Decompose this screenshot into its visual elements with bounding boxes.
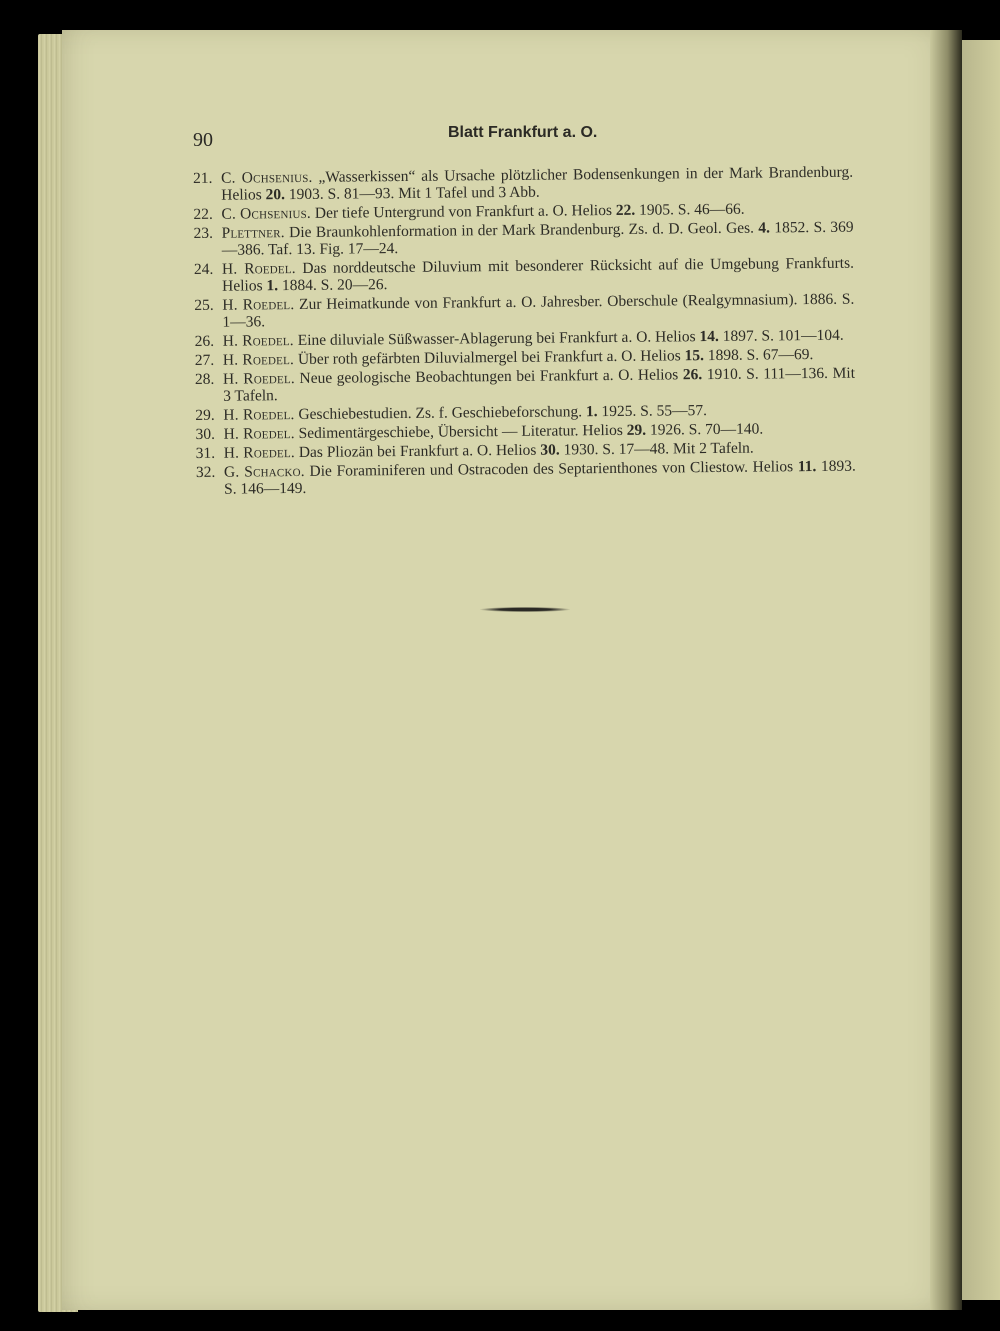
entry-author: H. Roedel. [222, 332, 294, 350]
book-gutter [930, 30, 962, 1310]
entry-details: 1884. S. 20—26. [281, 276, 388, 295]
entry-number: 30. [195, 425, 215, 443]
bibliography-entry [193, 164, 853, 204]
entry-volume: 15. [684, 347, 705, 365]
entry-volume: 4. [758, 219, 771, 237]
entry-author: H. Roedel. [221, 260, 296, 278]
entry-number: 24. [193, 260, 214, 278]
entry-volume: 14. [699, 327, 719, 346]
entry-text: Zur Heimatkunde von Frankfurt a. O. Jahresber. Oberschule (Realgymnasium). 1886. S. 1—36. [222, 290, 855, 331]
entry-number: 27. [194, 351, 215, 369]
entry-details: 1930. S. 17—48. Mit 2 Tafeln. [563, 439, 754, 459]
entry-volume: 11. [797, 458, 817, 476]
entry-text: Die Foraminiferen und Ostracoden des Septarienthones von Cliestow. Helios [309, 458, 794, 480]
entry-author: C. Ochsenius. [221, 204, 312, 223]
entry-details: 1926. S. 70—140. [649, 420, 764, 439]
entry-details: 1910. S. 111—136. Mit 3 Tafeln. [223, 364, 856, 405]
entry-volume: 1. [266, 277, 279, 295]
entry-volume: 30. [540, 441, 560, 459]
entry-number: 23. [193, 224, 214, 242]
entry-volume: 29. [626, 421, 647, 439]
running-title: Blatt Frankfurt a. O. [448, 124, 598, 141]
entry-author: Plettner. [221, 224, 285, 242]
bibliography-entry [194, 219, 854, 259]
entry-text: Sedimentärgeschiebe, Übersicht — Literatur. Helios [298, 421, 623, 442]
entry-details: 1898. S. 67—69. [707, 346, 814, 365]
entry-text: Über roth gefärbten Diluvialmergel bei Frankfurt a. O. Helios [297, 347, 681, 369]
bibliography-list [193, 164, 856, 500]
bibliography-entry [194, 255, 854, 295]
entry-text: Die Braunkohlenformation in der Mark Brandenburg. Zs. d. D. Geol. Ges. [289, 219, 755, 242]
facing-page-edge [962, 40, 1000, 1300]
entry-text: „Wasserkissen“ als Ursache plötzlicher Bodensenkungen in der Mark Brandenburg. Helios [221, 163, 854, 204]
entry-details: 1893. S. 146—149. [223, 457, 856, 498]
entry-number: 26. [194, 332, 215, 350]
bibliography-entry [196, 458, 856, 498]
page-number: 90 [193, 129, 213, 151]
entry-number: 31. [195, 444, 216, 462]
entry-text: Eine diluviale Süßwasser-Ablagerung bei Frankfurt a. O. Helios [297, 328, 696, 350]
entry-author: H. Roedel. [223, 444, 296, 462]
entry-number: 28. [194, 370, 215, 388]
entry-text: Der tiefe Untergrund von Frankfurt a. O. Helios [314, 201, 613, 222]
entry-volume: 26. [682, 366, 703, 384]
entry-author: H. Roedel. [223, 406, 295, 424]
entry-volume: 1. [585, 403, 598, 421]
entry-author: G. Schacko. [223, 462, 305, 481]
entry-number: 32. [195, 463, 216, 481]
entry-details: 1925. S. 55—57. [601, 402, 708, 421]
entry-number: 29. [195, 406, 215, 424]
entry-author: H. Roedel. [222, 351, 295, 369]
entry-details: 1897. S. 101—104. [722, 326, 844, 345]
section-end-rule [480, 607, 570, 612]
entry-volume: 22. [615, 201, 636, 219]
entry-author: C. Ochsenius. [220, 168, 313, 187]
entry-author: H. Roedel. [222, 296, 295, 314]
entry-author: H. Roedel. [223, 425, 295, 443]
entry-details: 1905. S. 46—66. [639, 200, 745, 219]
entry-volume: 20. [265, 186, 286, 204]
bibliography-entry [195, 365, 855, 405]
entry-number: 25. [194, 296, 214, 314]
entry-number: 21. [193, 169, 213, 187]
entry-text: Geschiebestudien. Zs. f. Geschiebeforschung. [298, 403, 583, 423]
entry-number: 22. [193, 205, 213, 223]
entry-text: Neue geologische Beobachtungen bei Frankfurt a. O. Helios [299, 366, 679, 387]
bibliography-entry [194, 291, 854, 331]
entry-text: Das Pliozän bei Frankfurt a. O. Helios [298, 441, 537, 461]
entry-text: Das norddeutsche Diluvium mit besonderer Rücksicht auf die Umgebung Frankfurts. Helios [222, 254, 855, 295]
entry-author: H. Roedel. [222, 370, 295, 388]
entry-details: 1903. S. 81—93. Mit 1 Tafel und 3 Abb. [288, 183, 540, 204]
entry-details: 1852. S. 369—386. Taf. 13. Fig. 17—24. [221, 218, 854, 259]
